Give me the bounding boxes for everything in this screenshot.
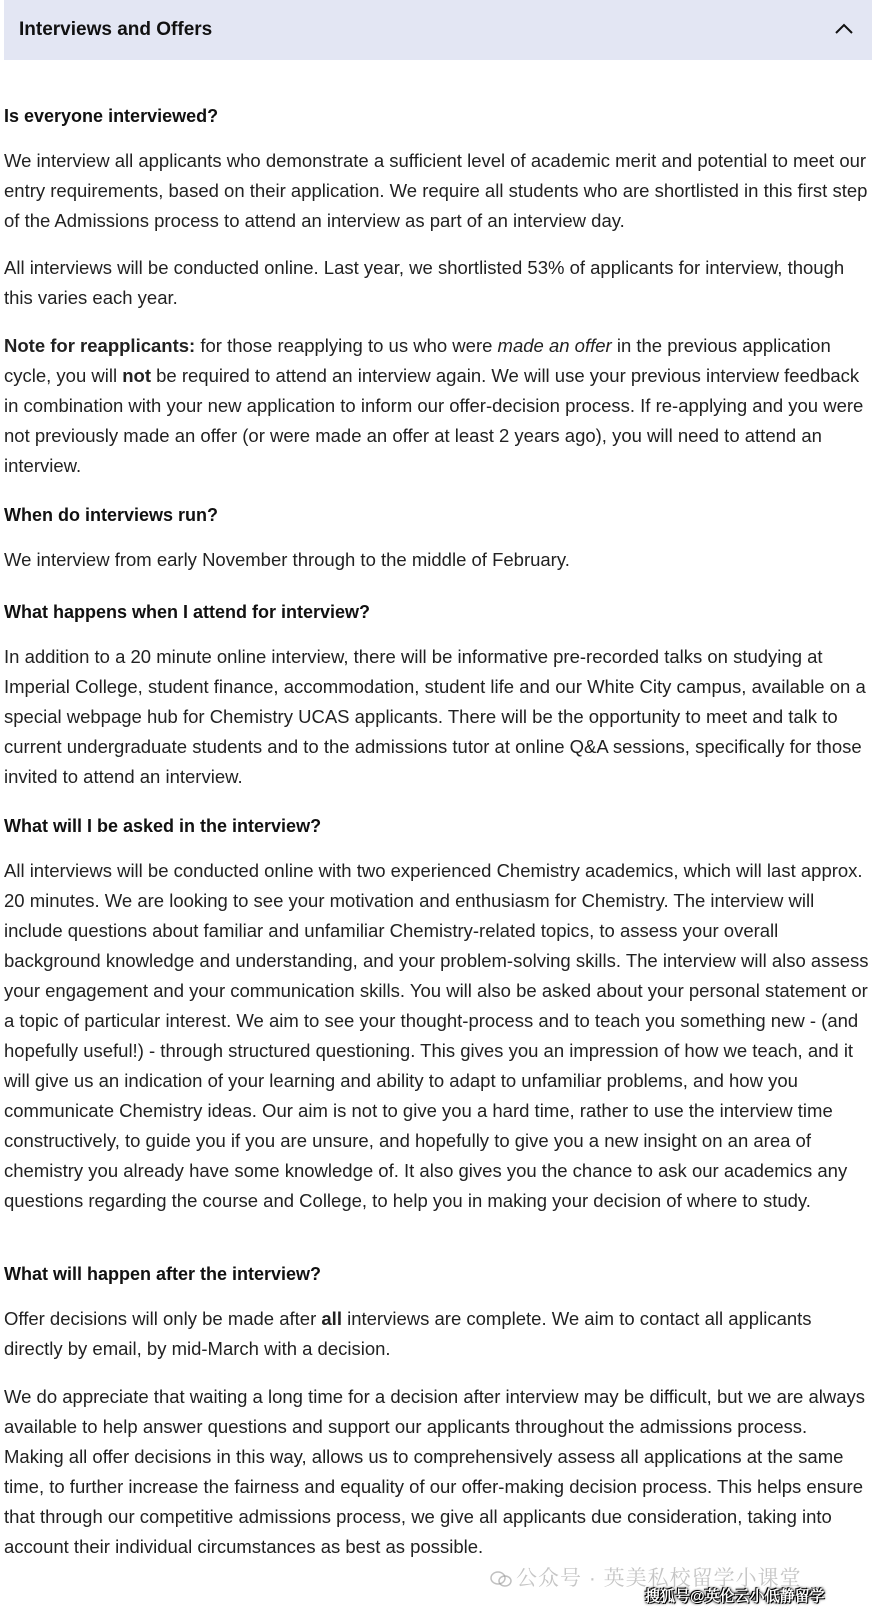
paragraph: All interviews will be conducted online with two experienced Chemistry academics, which will last approx. 20 minutes. We are looking to see your motivation and enthusiasm for Chemistry. The interview will include questions about familiar and unfamiliar Chemistry-related topics, to assess your overall background knowledge and understanding, and your problem-solving skills. The interview will also assess your engagement and your communication skills. You will also be asked about your personal statement or a topic of particular interest. We aim to see your thought-process and to teach you something new - (and hopefully useful!) - through structured questioning. This gives you an impression of how we teach, and it will give us an indication of your learning and ability to adapt to unfamiliar problems, and how you communicate Chemistry ideas. Our aim is not to give you a hard time, rather to use the interview time constructively, to guide you if you are unsure, and hopefully to give you a new insight on an area of chemistry you already have some knowledge of. It also gives you the chance to ask our academics any questions regarding the course and College, to help you in making your decision of where to study. <box>4 860 869 1211</box>
paragraph: We interview from early November through to the middle of February. <box>4 549 570 570</box>
reapplicant-note: Note for reapplicants: for those reapplying to us who were made an offer in the previous application cycle, you will not be required to attend an interview again. We will use your previous interview feedback in combination with your new application to inform our offer-decision process. If re-applying and you were not previously made an offer (or were made an offer at least 2 years ago), you will need to attend an interview. <box>4 335 864 476</box>
emphasis-bold: all <box>321 1308 342 1329</box>
wechat-icon <box>490 1571 512 1587</box>
accordion-title: Interviews and Offers <box>19 19 213 40</box>
paragraph: We interview all applicants who demonstrate a sufficient level of academic merit and potential to meet our entry requirements, based on their application. We require all students who are shortlisted in this first step of the Admissions process to attend an interview as part of an interview day. <box>4 150 868 231</box>
paragraph: In addition to a 20 minute online interview, there will be informative pre-recorded talks on studying at Imperial College, student finance, accommodation, student life and our White City campus, available on a special webpage hub for Chemistry UCAS applicants. There will be the opportunity to meet and talk to current undergraduate students and to the admissions tutor at online Q&A sessions, specifically for those invited to attend an interview. <box>4 646 866 787</box>
note-label: Note for reapplicants: <box>4 335 196 356</box>
paragraph: Offer decisions will only be made after all interviews are complete. We aim to contact all applicants directly by email, by mid-March with a decision. <box>4 1308 812 1359</box>
question-heading: What happens when I attend for interview? <box>4 602 371 622</box>
sohu-watermark: 搜狐号@英伦云小低静留学 <box>645 1588 825 1605</box>
emphasis-text: made an offer <box>497 335 612 356</box>
question-heading: What will happen after the interview? <box>4 1264 322 1284</box>
chevron-up-icon[interactable] <box>832 17 856 41</box>
question-heading: What will I be asked in the interview? <box>4 816 322 836</box>
wechat-watermark-text: 公众号 · 英美私校留学小课堂 <box>516 1567 802 1590</box>
paragraph: We do appreciate that waiting a long time for a decision after interview may be difficult, but we are always available to help answer questions and support our applicants throughout the admissions process. Making all offer decisions in this way, allows us to comprehensively assess all applications at the same time, to further increase the fairness and equality of our offer-making decision process. This helps ensure that through our competitive admissions process, we give all applicants due consideration, taking into account their individual circumstances as best as possible. <box>4 1386 866 1557</box>
question-heading: Is everyone interviewed? <box>4 106 219 126</box>
accordion-header[interactable] <box>4 0 872 60</box>
question-heading: When do interviews run? <box>4 505 219 525</box>
paragraph: All interviews will be conducted online. Last year, we shortlisted 53% of applicants for interview, though this varies each year. <box>4 257 845 308</box>
emphasis-bold: not <box>122 365 151 386</box>
